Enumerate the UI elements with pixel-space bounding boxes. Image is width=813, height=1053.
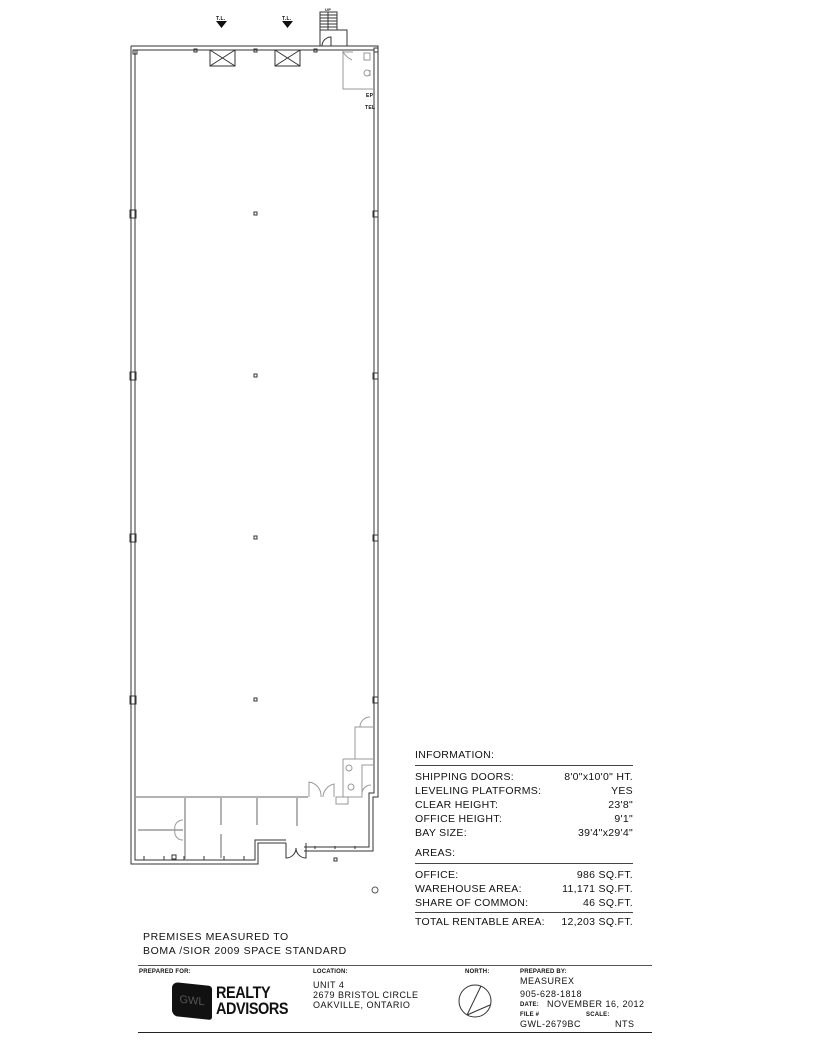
ep-label: EP <box>366 93 374 99</box>
measurement-note: PREMISES MEASURED TO BOMA /SIOR 2009 SPACE STANDARD <box>143 931 347 957</box>
date-label: DATE: <box>520 1002 539 1008</box>
truck-level-label-left: T.L. <box>216 16 226 22</box>
scale-value: NTS <box>615 1019 635 1029</box>
washroom-top <box>343 51 373 89</box>
tel-label: TEL <box>365 105 376 111</box>
stair-up-label: UP <box>325 7 332 12</box>
gwl-logo-icon: GWL <box>172 982 212 1020</box>
north-arrow-icon <box>459 985 491 1017</box>
info-row-clear-height: CLEAR HEIGHT: 23'8" <box>415 799 633 811</box>
logo-wordmark: REALTY ADVISORS <box>216 983 289 1018</box>
truck-level-label-right: T.L. <box>282 16 292 22</box>
phone-number: 905-628-1818 <box>520 989 583 999</box>
office-doors <box>175 782 334 840</box>
area-row-total: TOTAL RENTABLE AREA: 12,203 SQ.FT. <box>415 916 633 928</box>
scale-label: SCALE: <box>586 1012 610 1018</box>
file-label: FILE # <box>520 1012 540 1018</box>
area-row-office: OFFICE: 986 SQ.FT. <box>415 869 633 881</box>
divider <box>415 912 633 913</box>
divider <box>415 765 633 766</box>
shipping-door-right <box>275 50 300 66</box>
exterior-wall <box>131 46 378 851</box>
information-table <box>415 748 633 929</box>
prepared-by-label: PREPARED BY: <box>520 969 567 975</box>
info-row-office-height: OFFICE HEIGHT: 9'1" <box>415 813 633 825</box>
prepared-for-label: PREPARED FOR: <box>139 969 191 975</box>
file-number: GWL-2679BC <box>520 1019 582 1029</box>
washroom-bottom <box>336 717 373 804</box>
stair <box>320 12 347 46</box>
area-row-warehouse: WAREHOUSE AREA: 11,171 SQ.FT. <box>415 883 633 895</box>
shipping-door-left <box>210 50 235 66</box>
location-address: UNIT 4 2679 BRISTOL CIRCLE OAKVILLE, ONTARIO <box>313 980 419 1010</box>
areas-title: AREAS: <box>415 847 456 859</box>
divider <box>415 863 633 864</box>
entry-door <box>286 843 306 858</box>
date-value: NOVEMBER 16, 2012 <box>547 999 645 1009</box>
truck-level-arrows <box>216 21 293 28</box>
title-block-top-rule <box>138 965 652 966</box>
info-row-leveling-platforms: LEVELING PLATFORMS: YES <box>415 785 633 797</box>
location-label: LOCATION: <box>313 969 348 975</box>
north-label: NORTH: <box>465 969 490 975</box>
info-row-shipping-doors: SHIPPING DOORS: 8'0"x10'0" HT. <box>415 771 633 783</box>
area-row-common: SHARE OF COMMON: 46 SQ.FT. <box>415 897 633 909</box>
info-row-bay-size: BAY SIZE: 39'4"x29'4" <box>415 827 633 839</box>
office-partitions <box>136 797 308 860</box>
title-block-bottom-rule <box>138 1032 652 1033</box>
prepared-by-company: MEASUREX <box>520 976 575 986</box>
information-title: INFORMATION: <box>415 749 495 761</box>
